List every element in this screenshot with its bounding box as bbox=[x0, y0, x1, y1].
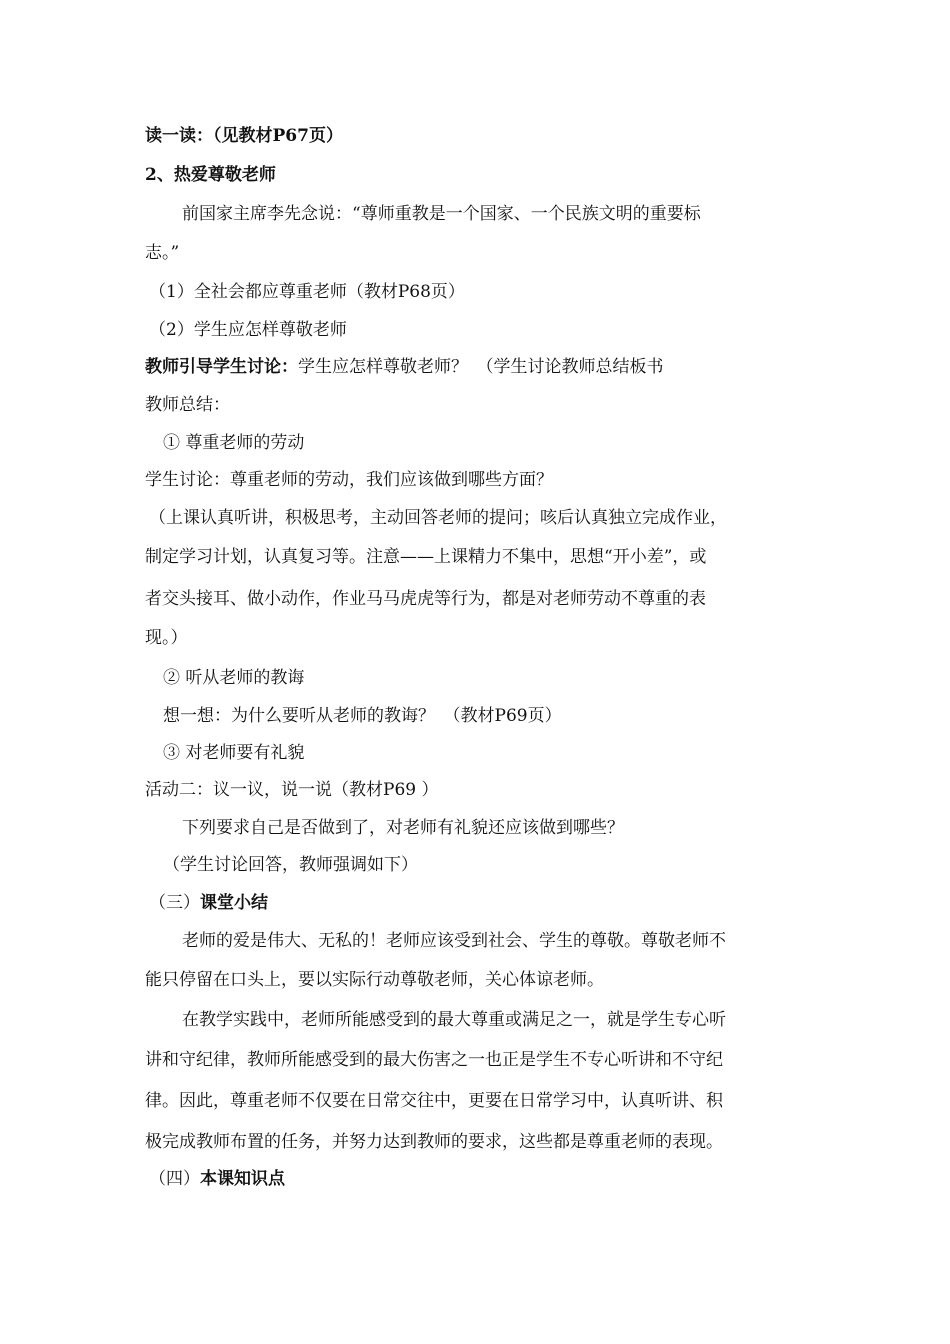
summary-2-line-3: 律。因此，尊重老师不仅要在日常交往中，更要在日常学习中，认真听讲、积 bbox=[145, 1091, 723, 1111]
guide-label: 教师引导学生讨论： bbox=[145, 357, 298, 377]
section-4-prefix: （四） bbox=[149, 1169, 200, 1189]
guide-text: 学生应怎样尊敬老师？ （学生讨论教师总结板书 bbox=[298, 357, 664, 377]
summary-1-line-1: 老师的爱是伟大、无私的！老师应该受到社会、学生的尊敬。尊敬老师不 bbox=[182, 931, 726, 951]
question-line: 下列要求自己是否做到了，对老师有礼貌还应该做到哪些？ bbox=[182, 818, 624, 838]
section-heading-4 bbox=[149, 1167, 285, 1191]
quote-line-1: 前国家主席李先念说：“尊师重教是一个国家、一个民族文明的重要标 bbox=[182, 204, 701, 224]
list-item-2: （2）学生应怎样尊敬老师 bbox=[149, 320, 347, 340]
section-heading-3 bbox=[149, 891, 268, 915]
paragraph-1-line-2: 制定学习计划，认真复习等。注意——上课精力不集中，思想“开小差”，或 bbox=[145, 547, 707, 567]
read-heading: 读一读：（见教材P67页） bbox=[145, 126, 343, 146]
paragraph-1-line-1: （上课认真听讲，积极思考，主动回答老师的提问；咳后认真独立完成作业， bbox=[149, 508, 727, 528]
point-3: ③ 对老师要有礼貌 bbox=[163, 743, 305, 763]
summary-2-line-2: 讲和守纪律，教师所能感受到的最大伤害之一也正是学生不专心听讲和不守纪 bbox=[145, 1050, 723, 1070]
section-3-prefix: （三） bbox=[149, 893, 200, 913]
summary-2-line-4: 极完成教师布置的任务，并努力达到教师的要求，这些都是尊重老师的表现。 bbox=[145, 1132, 723, 1152]
summary-2-line-1: 在教学实践中，老师所能感受到的最大尊重或满足之一，就是学生专心听 bbox=[182, 1010, 726, 1030]
summary-1-line-2: 能只停留在口头上，要以实际行动尊敬老师，关心体谅老师。 bbox=[145, 970, 604, 990]
guide-line bbox=[145, 355, 664, 379]
point-2: ② 听从老师的教诲 bbox=[163, 668, 305, 688]
teacher-summary-label: 教师总结： bbox=[145, 395, 230, 415]
point-1: ① 尊重老师的劳动 bbox=[163, 433, 305, 453]
activity-2: 活动二：议一议，说一说（教材P69 ） bbox=[145, 780, 439, 800]
think-prompt: 想一想：为什么要听从老师的教诲？ （教材P69页） bbox=[163, 706, 562, 726]
student-discussion: 学生讨论：尊重老师的劳动，我们应该做到哪些方面？ bbox=[145, 470, 553, 490]
quote-line-2: 志。” bbox=[145, 243, 180, 263]
section-heading-2: 2、热爱尊敬老师 bbox=[145, 165, 276, 185]
answer-note: （学生讨论回答，教师强调如下） bbox=[163, 855, 418, 875]
list-item-1: （1）全社会都应尊重老师（教材P68页） bbox=[149, 282, 465, 302]
section-4-title: 本课知识点 bbox=[200, 1169, 285, 1189]
paragraph-1-line-4: 现。） bbox=[145, 628, 188, 648]
paragraph-1-line-3: 者交头接耳、做小动作，作业马马虎虎等行为，都是对老师劳动不尊重的表 bbox=[145, 589, 706, 609]
section-3-title: 课堂小结 bbox=[200, 893, 268, 913]
